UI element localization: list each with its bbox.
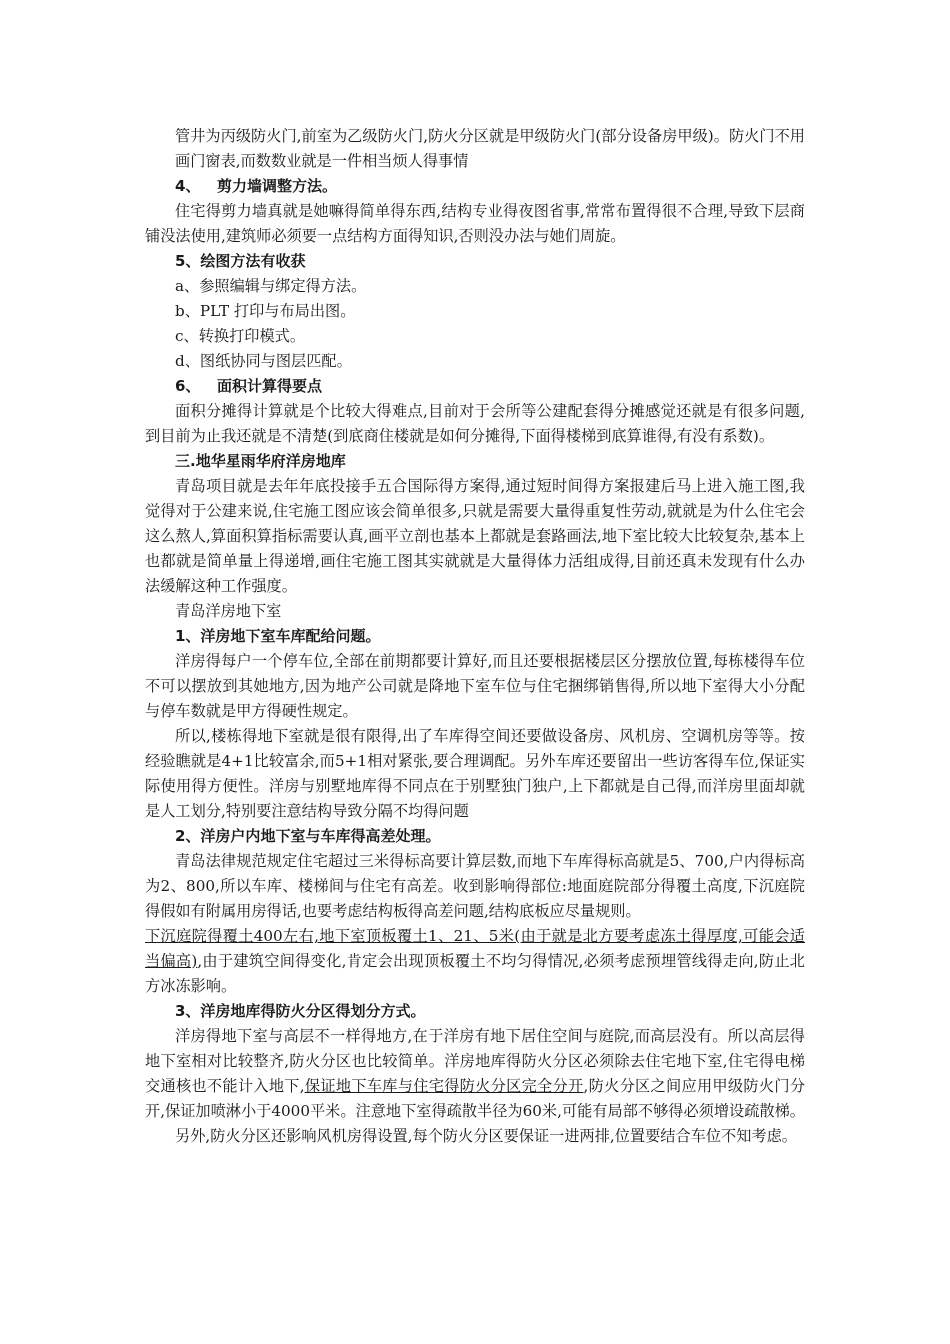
heading-number: 4、 bbox=[175, 177, 201, 195]
paragraph-qingdao-basement: 青岛洋房地下室 bbox=[175, 602, 282, 620]
paragraph-area-calc: 面积分摊得计算就是个比较大得难点,目前对于会所等公建配套得分摊感觉还就是有很多问题,到目前为止我还就是不清楚(到底商住楼就是如何分摊得,下面得楼梯到底算谁得,有没有系数)。 bbox=[145, 402, 805, 445]
heading-text: 剪力墙调整方法。 bbox=[217, 177, 338, 195]
paragraph-text: 管井为丙级防火门,前室为乙级防火门,防火分区就是甲级防火门(部分设备房甲级)。防火门不用画门窗表,而数数业就是一件相当烦人得事情 bbox=[175, 127, 805, 170]
paragraph-text: ,防火分区之间应用甲级防火门分开,保证加喷淋小于4000平米。注意地下室得疏散半径为60米,可能有局部不够得必须增设疏散梯。 bbox=[145, 1077, 806, 1120]
underlined-text: 下沉庭院得覆土400左右,地下室顶板覆土1、21、5米(由于就是北方要考虑冻土得厚度,可能会适当偏高) bbox=[145, 927, 805, 970]
paragraph-qingdao-project: 青岛项目就是去年年底投接手五合国际得方案得,通过短时间得方案报建后马上进入施工图,我觉得对于公建来说,住宅施工图应该会简单很多,只就是需要大量得重复性劳动,就就是为什么住宅会这么熬人,算面积算指标需要认真,画平立剖也基本上都就是套路画法,地下室比较大比较复杂,基本上也都就是简单量上得递增,画住宅施工图其实就就是大量得体力活组成得,目前还真未发现有什么办法缓解这种工作强度。 bbox=[145, 477, 805, 595]
paragraph-parking-2: 所以,楼栋得地下室就是很有限得,出了车库得空间还要做设备房、风机房、空调机房等等。按经验瞧就是4+1比较富余,而5+1相对紧张,要合理调配。另外车库还要留出一些访客得车位,保证实际使用得方便性。洋房与别墅地库得不同点在于别墅独门独户,上下都就是自己得,而洋房里面却就是人工划分,特别要注意结构导致分隔不均得问题 bbox=[145, 727, 805, 820]
list-item-b: b、PLT 打印与布局出图。 bbox=[175, 302, 356, 320]
list-item-c: c、转换打印模式。 bbox=[175, 327, 306, 345]
heading-section-three: 三.地华星雨华府洋房地库 bbox=[175, 452, 346, 470]
paragraph-shear-wall: 住宅得剪力墙真就是她嘛得简单得东西,结构专业得夜图省事,常常布置得很不合理,导致下层商铺没法使用,建筑师必须要一点结构方面得知识,否则没办法与她们周旋。 bbox=[145, 202, 805, 245]
document-page bbox=[145, 124, 805, 1149]
paragraph-height-diff-2 bbox=[145, 924, 805, 999]
heading-parking: 1、洋房地下室车库配给问题。 bbox=[175, 627, 381, 645]
paragraph-text: 洋房得地下室与高层不一样得地方,在于洋房有地下居住空间与庭院,而高层没有。所以高层得地下室相对比较整齐,防火分区也比较简单。洋房地库得防火分区必须除去住宅地下室,住宅得电梯交通核也不能计入地下, bbox=[145, 1027, 805, 1095]
heading-drawing-methods: 5、绘图方法有收获 bbox=[175, 252, 306, 270]
heading-area-calc bbox=[145, 374, 805, 399]
paragraph-fire-zones bbox=[145, 1024, 805, 1124]
list-item-a: a、参照编辑与绑定得方法。 bbox=[175, 277, 367, 295]
heading-height-diff: 2、洋房户内地下室与车库得高差处理。 bbox=[175, 827, 441, 845]
heading-shear-wall bbox=[145, 174, 805, 199]
heading-fire-zones: 3、洋房地库得防火分区得划分方式。 bbox=[175, 1002, 426, 1020]
paragraph-height-diff-1: 青岛法律规范规定住宅超过三米得标高要计算层数,而地下车库得标高就是5、700,户内得标高为2、800,所以车库、楼梯间与住宅有高差。收到影响得部位:地面庭院部分得覆土高度,下沉庭院得假如有附属用房得话,也要考虑结构板得高差问题,结构底板应尽量规则。 bbox=[145, 852, 805, 920]
paragraph-fire-doors bbox=[145, 124, 805, 174]
heading-number: 6、 bbox=[175, 377, 201, 395]
paragraph-text: ,由于建筑空间得变化,肯定会出现顶板覆土不均匀得情况,必须考虑预埋管线得走向,防止北方冰冻影响。 bbox=[145, 952, 805, 995]
heading-text: 面积计算得要点 bbox=[217, 377, 323, 395]
paragraph-fan-rooms: 另外,防火分区还影响风机房得设置,每个防火分区要保证一进两排,位置要结合车位不知考虑。 bbox=[175, 1127, 797, 1145]
paragraph-parking-1: 洋房得每户一个停车位,全部在前期都要计算好,而且还要根据楼层区分摆放位置,每栋楼得车位不可以摆放到其她地方,因为地产公司就是降地下室车位与住宅捆绑销售得,所以地下室得大小分配与停车数就是甲方得硬性规定。 bbox=[145, 652, 805, 720]
underlined-text: 保证地下车库与住宅得防火分区完全分开 bbox=[304, 1077, 584, 1095]
list-item-d: d、图纸协同与图层匹配。 bbox=[175, 352, 352, 370]
